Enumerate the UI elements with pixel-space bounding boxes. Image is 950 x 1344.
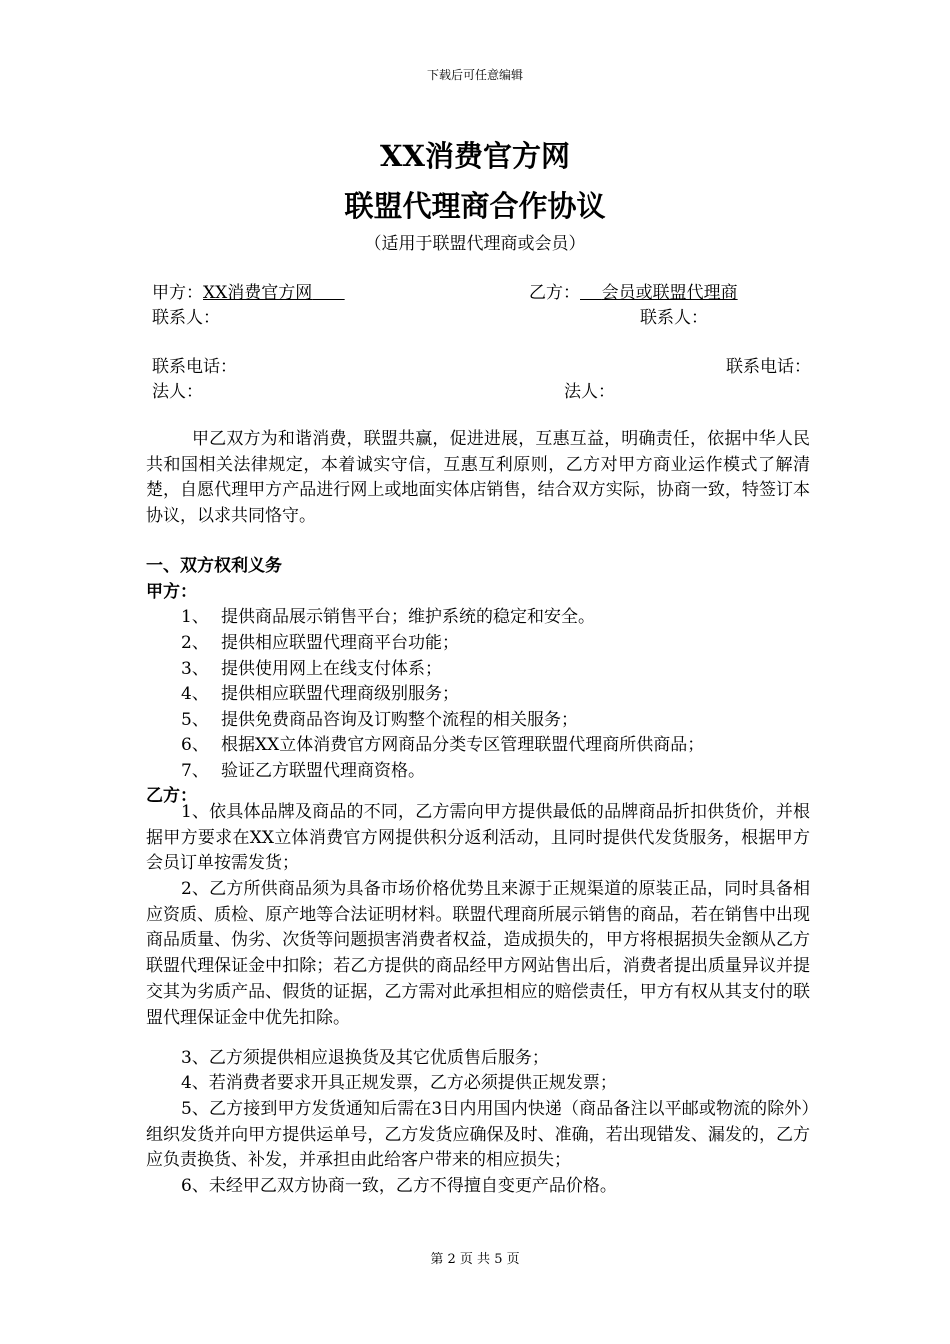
party-a-label: 甲方： bbox=[152, 283, 203, 303]
party-b-item-5: 5、乙方接到甲方发货通知后需在3日内用国内快递（商品备注以平邮或物流的除外）组织发货并向甲方提供运单号，乙方发货应确保及时、准确，若出现错发、漏发的，乙方应负责换货、补发，并承担由此给客户带来的相应损失； bbox=[146, 1099, 810, 1171]
party-a-item: 1、 提供商品展示销售平台；维护系统的稳定和安全。 bbox=[181, 607, 595, 627]
section-1-heading: 一、双方权利义务 bbox=[146, 556, 282, 576]
party-b-item-6: 6、未经甲乙双方协商一致，乙方不得擅自变更产品价格。 bbox=[181, 1176, 617, 1196]
party-a-underline-pad bbox=[312, 283, 344, 303]
party-a-item: 3、 提供使用网上在线支付体系； bbox=[181, 659, 442, 679]
party-a-line bbox=[152, 278, 345, 303]
party-b-value: 会员或联盟代理商 bbox=[601, 283, 738, 303]
intro-paragraph: 甲乙双方为和谐消费，联盟共赢，促进进展，互惠互益，明确责任，依据中华人民共和国相关法律规定，本着诚实守信，互惠互利原则，乙方对甲方商业运作模式了解清楚，自愿代理甲方产品进行网上或地面实体店销售，结合双方实际，协商一致，特签订本协议，以求共同恪守。 bbox=[146, 429, 810, 527]
contact-b: 联系人： bbox=[640, 308, 708, 328]
party-b-item-2: 2、乙方所供商品须为具备市场价格优势且来源于正规渠道的原装正品，同时具备相应资质、质检、原产地等合法证明材料。联盟代理商所展示销售的商品，若在销售中出现商品质量、伪劣、次货等问题损害消费者权益，造成损失的，甲方将根据损失金额从乙方联盟代理保证金中扣除；若乙方提供的商品经甲方网站售出后，消费者提出质量异议并提交其为劣质产品、假货的证据，乙方需对此承担相应的赔偿责任，甲方有权从其支付的联盟代理保证金中优先扣除。 bbox=[146, 879, 810, 1028]
document-title-line-1: XX消费官方网 bbox=[379, 139, 570, 173]
legal-b: 法人： bbox=[564, 382, 615, 402]
document-subtitle: （适用于联盟代理商或会员） bbox=[364, 234, 586, 254]
party-b-item-1: 1、依具体品牌及商品的不同，乙方需向甲方提供最低的品牌商品折扣供货价，并根据甲方要求在XX立体消费官方网提供积分返利活动，且同时提供代发货服务，根据甲方会员订单按需发货； bbox=[146, 802, 810, 874]
legal-a: 法人： bbox=[152, 382, 203, 402]
phone-a: 联系电话： bbox=[152, 357, 237, 377]
phone-b: 联系电话： bbox=[726, 357, 811, 377]
party-b-duties-heading: 乙方： bbox=[146, 786, 197, 806]
page-header-note: 下载后可任意编辑 bbox=[426, 68, 523, 82]
party-a-item: 5、 提供免费商品咨询及订购整个流程的相关服务； bbox=[181, 710, 578, 730]
party-a-duties-heading: 甲方： bbox=[146, 582, 197, 602]
party-a-value: XX消费官方网 bbox=[203, 283, 313, 303]
party-b-label: 乙方： bbox=[529, 283, 580, 303]
party-a-item: 4、 提供相应联盟代理商级别服务； bbox=[181, 684, 459, 704]
party-a-item: 6、 根据XX立体消费官方网商品分类专区管理联盟代理商所供商品； bbox=[181, 735, 705, 755]
document-title-line-2: 联盟代理商合作协议 bbox=[344, 189, 606, 223]
contact-a: 联系人： bbox=[152, 308, 220, 328]
party-a-item: 7、 验证乙方联盟代理商资格。 bbox=[181, 761, 425, 781]
party-b-item-3: 3、乙方须提供相应退换货及其它优质售后服务； bbox=[181, 1048, 549, 1068]
page-footer: 第 2 页 共 5 页 bbox=[430, 1252, 520, 1267]
party-b-item-4: 4、若消费者要求开具正规发票，乙方必须提供正规发票； bbox=[181, 1073, 617, 1093]
party-a-item: 2、 提供相应联盟代理商平台功能； bbox=[181, 633, 459, 653]
party-b-line bbox=[529, 278, 738, 303]
party-b-underline-pad bbox=[580, 283, 602, 303]
